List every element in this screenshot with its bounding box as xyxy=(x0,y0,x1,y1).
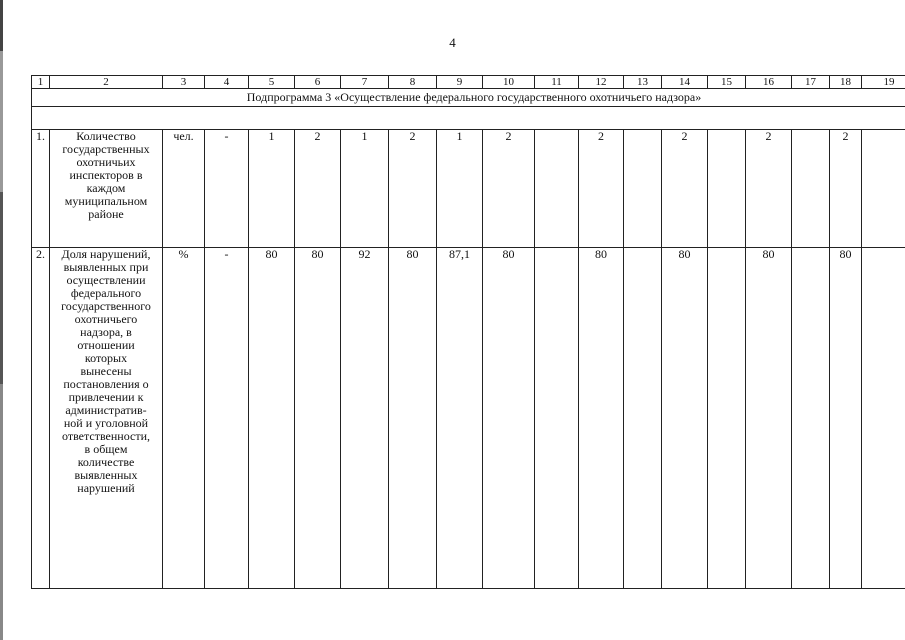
value-cell: 2 xyxy=(295,130,341,248)
indicator-name-line: привлечении к xyxy=(68,390,144,404)
value-cell xyxy=(862,130,905,248)
value-cell xyxy=(535,248,579,589)
indicator-name-line: каждом xyxy=(86,181,126,195)
indicator-name-line: федерального xyxy=(70,286,142,300)
indicator-name-line: районе xyxy=(88,207,124,221)
indicator-name-line: осуществлении xyxy=(66,273,146,287)
indicator-name-line: отношении xyxy=(77,338,135,352)
value-cell xyxy=(862,248,905,589)
indicator-name-line: в общем xyxy=(84,442,128,456)
value-cell: 1 xyxy=(249,130,295,248)
value-cell: 80 xyxy=(830,248,862,589)
column-header: 17 xyxy=(792,76,830,89)
indicator-name xyxy=(50,248,163,589)
subprogram-row xyxy=(32,89,905,107)
indicator-name-line: выявленных xyxy=(74,468,138,482)
indicator-name-line: административ- xyxy=(65,403,147,417)
indicators-table xyxy=(31,75,905,589)
column-header: 5 xyxy=(249,76,295,89)
column-header: 6 xyxy=(295,76,341,89)
unit-cell: % xyxy=(163,248,205,589)
table-row xyxy=(32,130,905,248)
value-cell: 80 xyxy=(746,248,792,589)
unit-cell: чел. xyxy=(163,130,205,248)
indicator-name-line: Количество xyxy=(76,129,136,143)
value-cell xyxy=(708,248,746,589)
spacer-row xyxy=(32,107,905,130)
value-cell xyxy=(624,248,662,589)
indicator-name-line: охотничьих xyxy=(76,155,136,169)
value-cell xyxy=(792,248,830,589)
column-header: 10 xyxy=(483,76,535,89)
value-cell: 1 xyxy=(437,130,483,248)
column-header: 2 xyxy=(50,76,163,89)
value-cell xyxy=(535,130,579,248)
value-cell: - xyxy=(205,130,249,248)
value-cell: 80 xyxy=(389,248,437,589)
column-header: 12 xyxy=(579,76,624,89)
value-cell: 2 xyxy=(483,130,535,248)
value-cell: 2 xyxy=(389,130,437,248)
value-cell: 1 xyxy=(341,130,389,248)
value-cell: 2 xyxy=(830,130,862,248)
value-cell: 80 xyxy=(662,248,708,589)
value-cell: 80 xyxy=(295,248,341,589)
spacer-cell xyxy=(32,107,905,130)
value-cell: 92 xyxy=(341,248,389,589)
column-header: 13 xyxy=(624,76,662,89)
value-cell: 80 xyxy=(579,248,624,589)
indicator-name-line: Доля нарушений, xyxy=(61,247,151,261)
value-cell xyxy=(708,130,746,248)
column-header: 7 xyxy=(341,76,389,89)
indicator-name xyxy=(50,130,163,248)
value-cell: 2 xyxy=(662,130,708,248)
column-header: 1 xyxy=(32,76,50,89)
value-cell: 80 xyxy=(249,248,295,589)
indicator-name-line: ной и уголовной xyxy=(63,416,149,430)
value-cell: 80 xyxy=(483,248,535,589)
indicator-name-line: ответственности, xyxy=(61,429,151,443)
indicator-name-line: вынесены xyxy=(80,364,132,378)
indicator-name-line: которых xyxy=(84,351,128,365)
page-number: 4 xyxy=(449,35,456,50)
row-number: 2. xyxy=(32,248,50,589)
value-cell: 87,1 xyxy=(437,248,483,589)
indicator-name-line: охотничьего xyxy=(74,312,138,326)
column-header: 18 xyxy=(830,76,862,89)
scan-edge xyxy=(0,0,3,640)
indicator-name-line: количестве xyxy=(77,455,135,469)
column-header: 9 xyxy=(437,76,483,89)
column-header: 4 xyxy=(205,76,249,89)
indicator-name-line: надзора, в xyxy=(80,325,132,339)
column-header: 19 xyxy=(862,76,905,89)
value-cell xyxy=(624,130,662,248)
column-header: 14 xyxy=(662,76,708,89)
value-cell: - xyxy=(205,248,249,589)
column-number-row xyxy=(32,76,905,89)
indicator-name-line: муниципальном xyxy=(64,194,148,208)
column-header: 3 xyxy=(163,76,205,89)
column-header: 16 xyxy=(746,76,792,89)
row-number: 1. xyxy=(32,130,50,248)
indicator-name-line: государственных xyxy=(62,142,150,156)
indicator-name-line: государственного xyxy=(61,299,151,313)
column-header: 15 xyxy=(708,76,746,89)
column-header: 8 xyxy=(389,76,437,89)
value-cell: 2 xyxy=(579,130,624,248)
value-cell xyxy=(792,130,830,248)
value-cell: 2 xyxy=(746,130,792,248)
column-header: 11 xyxy=(535,76,579,89)
indicator-name-line: инспекторов в xyxy=(69,168,143,182)
indicator-name-line: постановления о xyxy=(63,377,149,391)
indicator-name-line: выявленных при xyxy=(63,260,149,274)
table-row xyxy=(32,248,905,589)
subprogram-title: Подпрограмма 3 «Осуществление федерального государственного охотничьего надзора» xyxy=(32,89,905,107)
indicator-name-line: нарушений xyxy=(77,481,135,495)
